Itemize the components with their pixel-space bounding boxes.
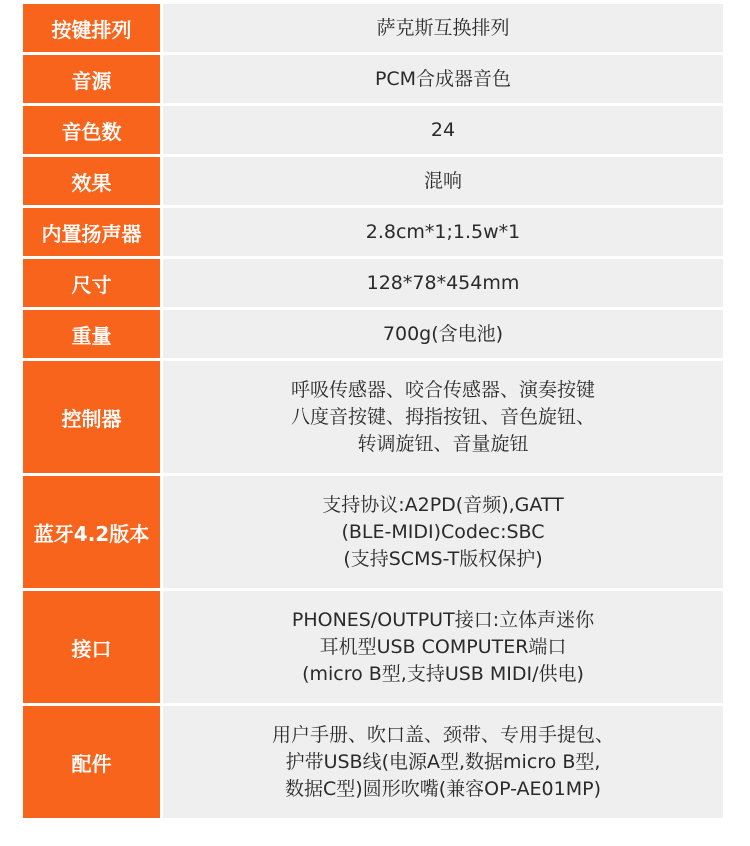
spec-value: [163, 310, 723, 358]
spec-value-line: 八度音按键、拇指按钮、音色旋钮、: [290, 405, 595, 428]
spec-value-line: 700g(含电池): [382, 322, 504, 345]
spec-label: 按键排列: [23, 4, 160, 52]
spec-value-line: 护带USB线(电源A型,数据micro B型,: [285, 750, 601, 773]
spec-label: 蓝牙4.2版本: [23, 476, 160, 588]
spec-label: 配件: [23, 706, 160, 818]
spec-value-line: 混响: [423, 169, 462, 192]
spec-label: 音源: [23, 55, 160, 103]
spec-row-effects: [23, 157, 723, 205]
spec-label: 尺寸: [23, 259, 160, 307]
spec-value-line: 数据C型)圆形吹嘴(兼容OP-AE01MP): [285, 777, 601, 800]
spec-value: [163, 4, 723, 52]
spec-value-line: (micro B型,支持USB MIDI/供电): [302, 662, 584, 685]
spec-value-line: (支持SCMS-T版权保护): [343, 547, 543, 570]
spec-value: [163, 706, 723, 818]
spec-value: [163, 157, 723, 205]
spec-value-line: 2.8cm*1;1.5w*1: [365, 220, 521, 243]
spec-row-bluetooth: [23, 476, 723, 588]
spec-value-line: 支持协议:A2PD(音频),GATT: [322, 493, 564, 516]
spec-row-ports: [23, 591, 723, 703]
spec-label: 接口: [23, 591, 160, 703]
spec-value-line: 转调旋钮、音量旋钮: [357, 432, 529, 455]
spec-table: [23, 4, 723, 821]
spec-value-line: 耳机型USB COMPUTER端口: [319, 635, 567, 658]
spec-row-speaker: [23, 208, 723, 256]
spec-value-line: 24: [430, 118, 456, 141]
spec-label: 内置扬声器: [23, 208, 160, 256]
spec-row-controllers: [23, 361, 723, 473]
spec-label: 效果: [23, 157, 160, 205]
spec-value-line: PHONES/OUTPUT接口:立体声迷你: [291, 608, 595, 631]
spec-value: [163, 106, 723, 154]
spec-value-line: 呼吸传感器、咬合传感器、演奏按键: [290, 378, 595, 401]
spec-row-sound-source: [23, 55, 723, 103]
spec-value-line: 用户手册、吹口盖、颈带、专用手提包、: [271, 723, 614, 746]
spec-row-accessories: [23, 706, 723, 818]
spec-label: 控制器: [23, 361, 160, 473]
spec-label: 音色数: [23, 106, 160, 154]
spec-value: [163, 591, 723, 703]
spec-value: [163, 361, 723, 473]
spec-label: 重量: [23, 310, 160, 358]
spec-value: [163, 259, 723, 307]
spec-value-line: (BLE-MIDI)Codec:SBC: [341, 520, 545, 543]
spec-row-key-layout: [23, 4, 723, 52]
spec-row-dimensions: [23, 259, 723, 307]
spec-value-line: 128*78*454mm: [366, 271, 520, 294]
spec-value: [163, 208, 723, 256]
spec-value: [163, 476, 723, 588]
spec-value-line: 萨克斯互换排列: [376, 16, 510, 39]
spec-value: [163, 55, 723, 103]
spec-row-voice-count: [23, 106, 723, 154]
spec-row-weight: [23, 310, 723, 358]
spec-value-line: PCM合成器音色: [374, 67, 512, 90]
